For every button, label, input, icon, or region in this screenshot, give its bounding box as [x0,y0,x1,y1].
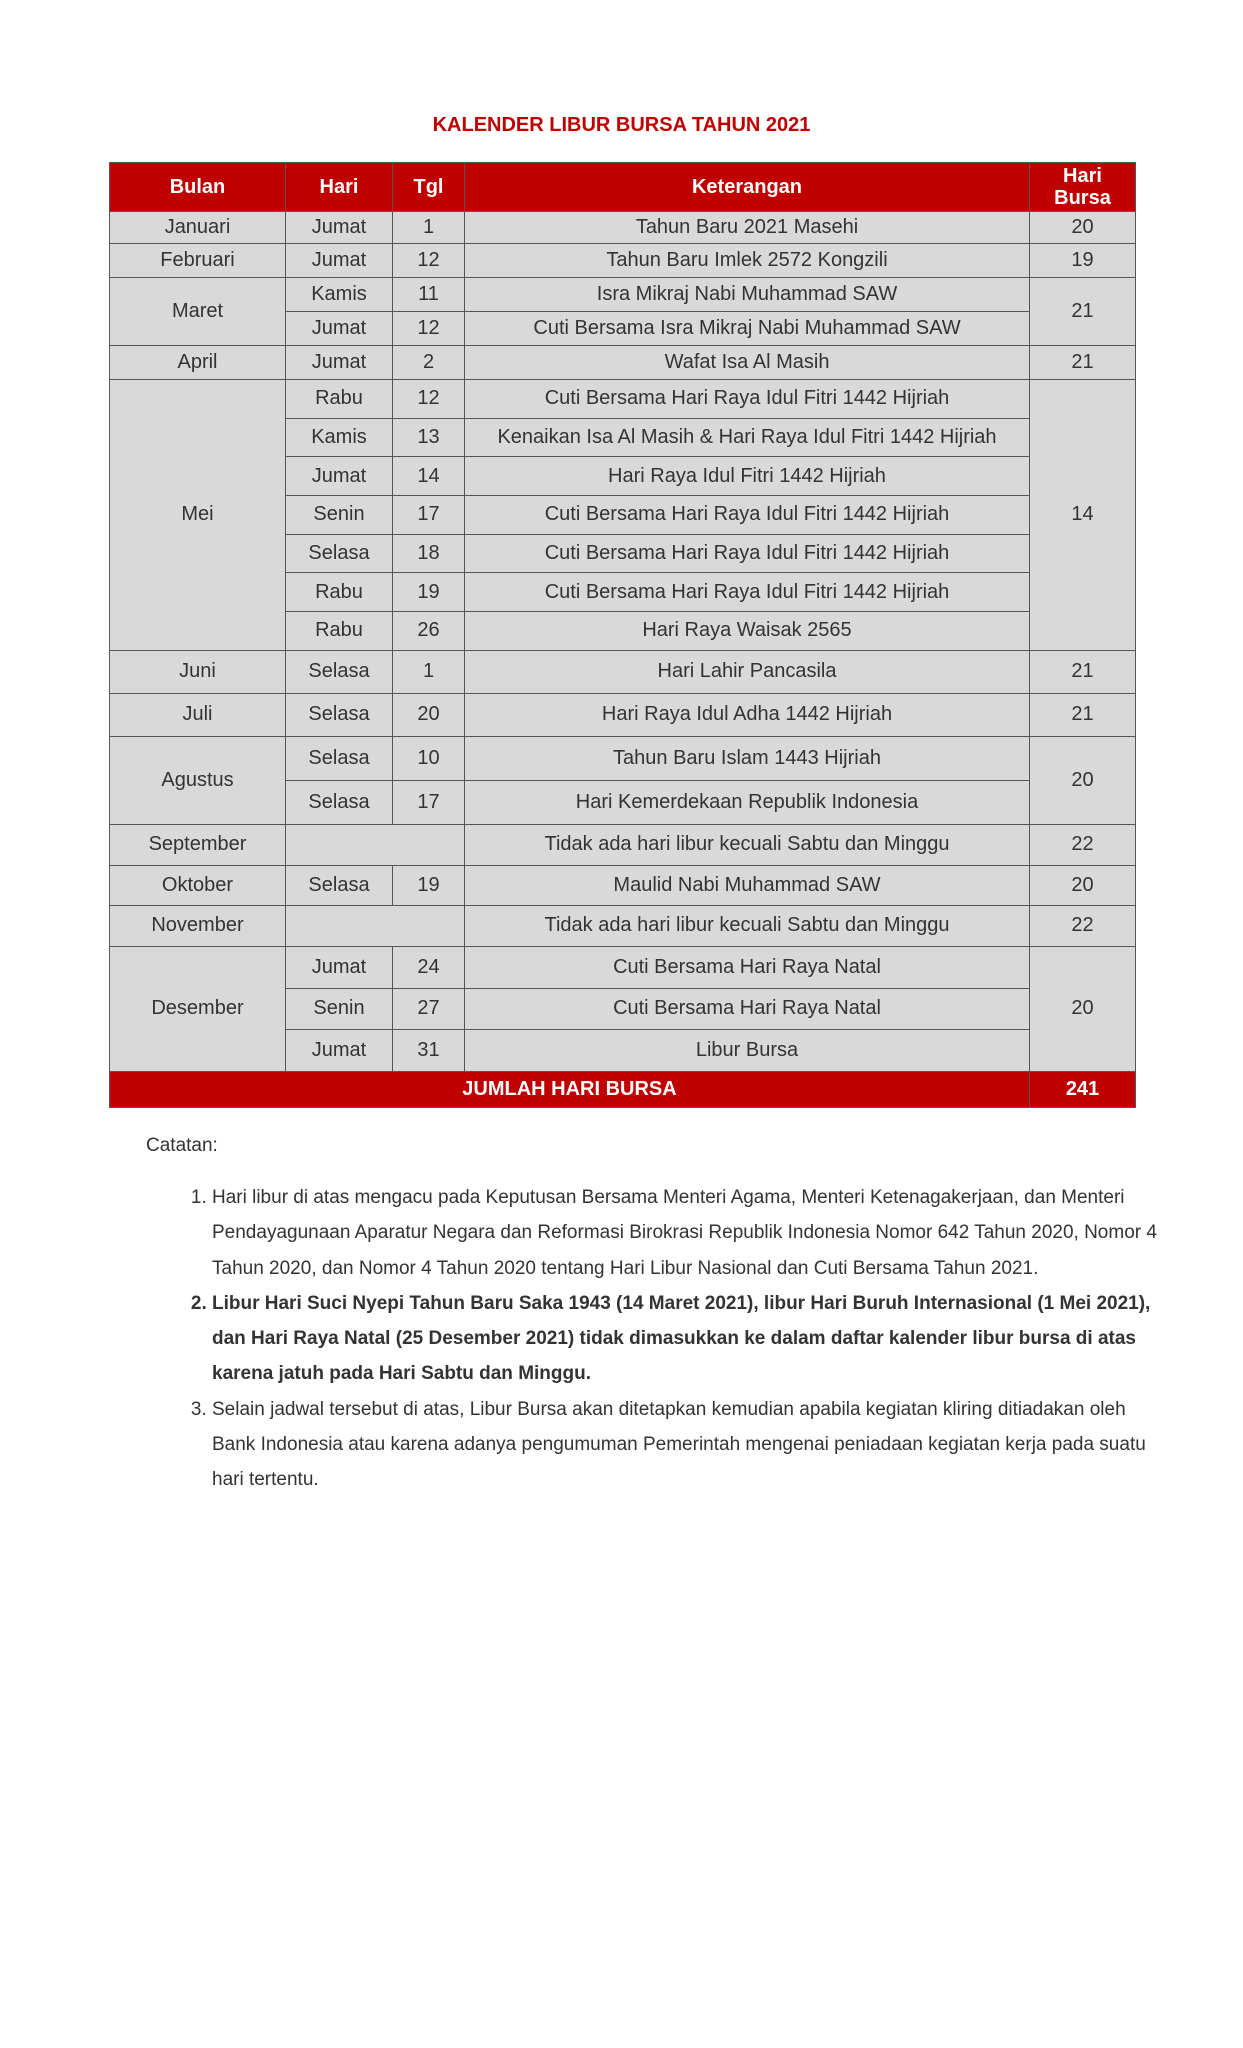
description-cell: Cuti Bersama Hari Raya Idul Fitri 1442 Hijriah [465,380,1030,419]
day-cell: Kamis [286,418,393,457]
table-row [110,650,1136,693]
table-row [110,212,1136,244]
trading-days-cell: 21 [1030,650,1136,693]
date-cell: 14 [393,457,465,496]
description-cell: Cuti Bersama Hari Raya Idul Fitri 1442 Hijriah [465,496,1030,535]
day-cell: Senin [286,988,393,1030]
date-cell: 11 [393,278,465,312]
description-cell: Tahun Baru Imlek 2572 Kongzili [465,244,1030,278]
header-tgl: Tgl [393,163,465,212]
trading-days-cell: 20 [1030,736,1136,824]
empty-day-cell [286,824,465,865]
holiday-table [109,162,1136,1108]
month-cell: Maret [110,278,286,346]
table-row [110,736,1136,780]
description-cell: Isra Mikraj Nabi Muhammad SAW [465,278,1030,312]
description-cell: Libur Bursa [465,1030,1030,1072]
day-cell: Kamis [286,278,393,312]
month-cell: April [110,346,286,380]
month-cell: Februari [110,244,286,278]
date-cell: 20 [393,693,465,736]
note-item: 3. Selain jadwal tersebut di atas, Libur Bursa akan ditetapkan kemudian apabila kegiatan kliring ditiadakan oleh Bank Indonesia atau karena adanya pengumuman Pemerintah mengenai peniadaan kegiatan kerja pada suatu hari tertentu. [212,1392,1162,1498]
trading-days-cell: 14 [1030,380,1136,651]
header-bulan: Bulan [110,163,286,212]
date-cell: 24 [393,946,465,988]
month-cell: September [110,824,286,865]
day-cell: Jumat [286,346,393,380]
empty-day-cell [286,905,465,946]
description-cell: Maulid Nabi Muhammad SAW [465,865,1030,905]
description-cell: Cuti Bersama Hari Raya Natal [465,988,1030,1030]
date-cell: 27 [393,988,465,1030]
day-cell: Rabu [286,612,393,651]
total-label: JUMLAH HARI BURSA [110,1071,1030,1107]
date-cell: 1 [393,650,465,693]
trading-days-cell: 19 [1030,244,1136,278]
description-cell: Cuti Bersama Hari Raya Idul Fitri 1442 Hijriah [465,573,1030,612]
date-cell: 13 [393,418,465,457]
day-cell: Selasa [286,650,393,693]
note-item: 2. Libur Hari Suci Nyepi Tahun Baru Saka 1943 (14 Maret 2021), libur Hari Buruh Internasional (1 Mei 2021), dan Hari Raya Natal (25 Desember 2021) tidak dimasukkan ke dalam daftar kalender libur bursa di atas karena jatuh pada Hari Sabtu dan Minggu. [212,1286,1162,1392]
description-cell: Hari Raya Waisak 2565 [465,612,1030,651]
trading-days-cell: 20 [1030,865,1136,905]
month-cell: Januari [110,212,286,244]
description-cell: Hari Kemerdekaan Republik Indonesia [465,780,1030,824]
day-cell: Selasa [286,736,393,780]
description-cell: Tahun Baru Islam 1443 Hijriah [465,736,1030,780]
description-cell: Tidak ada hari libur kecuali Sabtu dan Minggu [465,824,1030,865]
month-cell: Juni [110,650,286,693]
day-cell: Jumat [286,212,393,244]
day-cell: Jumat [286,244,393,278]
total-value: 241 [1030,1071,1136,1107]
month-cell: Agustus [110,736,286,824]
description-cell: Cuti Bersama Isra Mikraj Nabi Muhammad SAW [465,312,1030,346]
table-row [110,244,1136,278]
date-cell: 12 [393,244,465,278]
date-cell: 19 [393,573,465,612]
date-cell: 2 [393,346,465,380]
description-cell: Hari Lahir Pancasila [465,650,1030,693]
table-row [110,824,1136,865]
header-keterangan: Keterangan [465,163,1030,212]
day-cell: Senin [286,496,393,535]
table-row [110,346,1136,380]
day-cell: Jumat [286,946,393,988]
day-cell: Rabu [286,380,393,419]
trading-days-cell: 20 [1030,946,1136,1071]
date-cell: 10 [393,736,465,780]
page-title: KALENDER LIBUR BURSA TAHUN 2021 [432,114,811,136]
table-row [110,865,1136,905]
description-cell: Cuti Bersama Hari Raya Idul Fitri 1442 Hijriah [465,534,1030,573]
table-row [110,905,1136,946]
day-cell: Jumat [286,1030,393,1072]
day-cell: Selasa [286,693,393,736]
day-cell: Selasa [286,865,393,905]
date-cell: 17 [393,780,465,824]
month-cell: Mei [110,380,286,651]
month-cell: Desember [110,946,286,1071]
header-hari: Hari [286,163,393,212]
month-cell: November [110,905,286,946]
trading-days-cell: 21 [1030,278,1136,346]
day-cell: Selasa [286,780,393,824]
date-cell: 19 [393,865,465,905]
description-cell: Cuti Bersama Hari Raya Natal [465,946,1030,988]
table-row [110,380,1136,419]
trading-days-cell: 22 [1030,905,1136,946]
date-cell: 1 [393,212,465,244]
trading-days-cell: 21 [1030,693,1136,736]
description-cell: Tahun Baru 2021 Masehi [465,212,1030,244]
trading-days-cell: 21 [1030,346,1136,380]
day-cell: Jumat [286,312,393,346]
day-cell: Jumat [286,457,393,496]
description-cell: Kenaikan Isa Al Masih & Hari Raya Idul Fitri 1442 Hijriah [465,418,1030,457]
notes-label: Catatan: [146,1135,218,1156]
trading-days-cell: 22 [1030,824,1136,865]
date-cell: 17 [393,496,465,535]
header-hari-bursa: Hari Bursa [1030,163,1136,212]
date-cell: 12 [393,380,465,419]
date-cell: 31 [393,1030,465,1072]
day-cell: Rabu [286,573,393,612]
note-item: 1. Hari libur di atas mengacu pada Keputusan Bersama Menteri Agama, Menteri Ketenagakerjaan, dan Menteri Pendayagunaan Aparatur Negara dan Reformasi Birokrasi Republik Indonesia Nomor 642 Tahun 2020, Nomor 4 Tahun 2020, dan Nomor 4 Tahun 2020 tentang Hari Libur Nasional dan Cuti Bersama Tahun 2021. [212,1180,1162,1286]
description-cell: Tidak ada hari libur kecuali Sabtu dan Minggu [465,905,1030,946]
description-cell: Hari Raya Idul Fitri 1442 Hijriah [465,457,1030,496]
notes-list [160,1180,1162,1498]
month-cell: Juli [110,693,286,736]
table-row [110,278,1136,312]
date-cell: 18 [393,534,465,573]
month-cell: Oktober [110,865,286,905]
date-cell: 26 [393,612,465,651]
day-cell: Selasa [286,534,393,573]
description-cell: Wafat Isa Al Masih [465,346,1030,380]
table-row [110,693,1136,736]
description-cell: Hari Raya Idul Adha 1442 Hijriah [465,693,1030,736]
total-row [110,1071,1136,1107]
table-row [110,946,1136,988]
table-header-row [110,163,1136,212]
trading-days-cell: 20 [1030,212,1136,244]
date-cell: 12 [393,312,465,346]
